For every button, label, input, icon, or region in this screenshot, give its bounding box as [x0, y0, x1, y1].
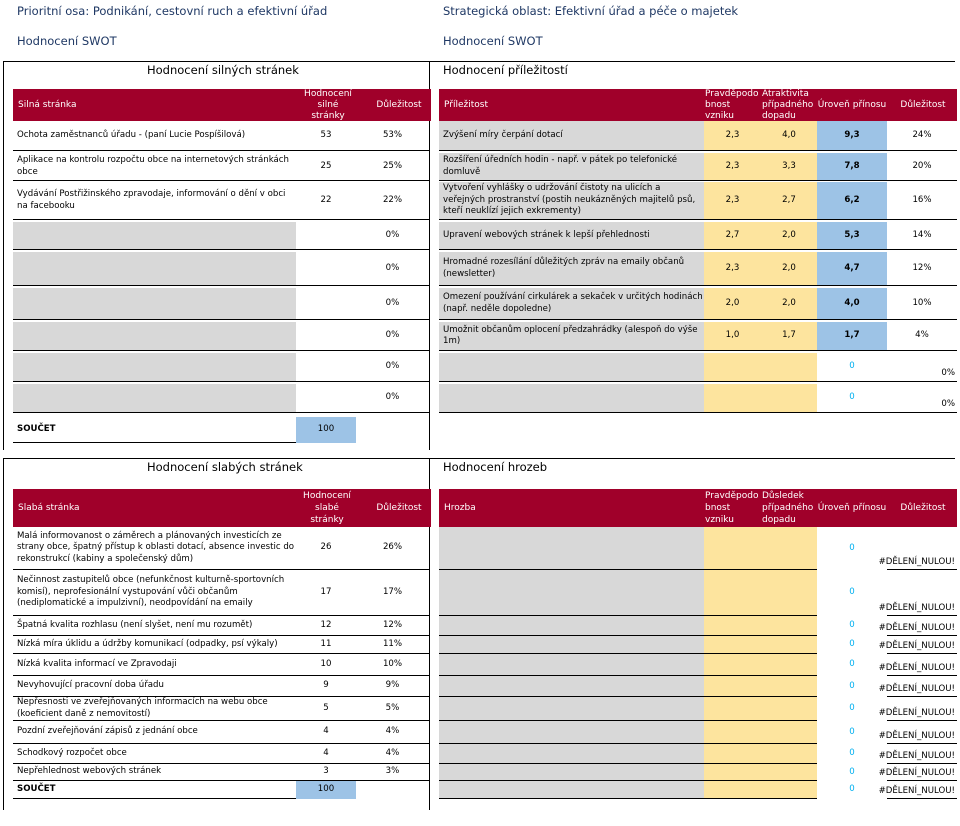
threat-benefit-cell: 0: [849, 766, 855, 777]
opportunity-benefit-cell: 6,2: [817, 182, 887, 220]
threat-benefit-cell: 0: [849, 620, 855, 631]
weakness-text-cell[interactable]: Malá informovanost o záměrech a plánovaných investicích ze strany obce, špatný přístup k oblasti dotací, absence investic do rekonstrukcí (kabiny a společenský dům): [13, 527, 296, 570]
opportunity-attractiveness-cell[interactable]: 2,7: [761, 182, 817, 220]
threat-impact-cell[interactable]: [761, 616, 817, 636]
weakness-importance-cell: 4%: [356, 721, 429, 744]
weaknesses-sum-value: 100: [296, 781, 356, 799]
threat-importance-cell: #DĚLENÍ_NULOU!: [887, 764, 957, 781]
strength-text-cell[interactable]: [13, 252, 296, 286]
threat-text-cell[interactable]: [439, 616, 704, 636]
threat-importance-cell: #DĚLENÍ_NULOU!: [887, 721, 957, 744]
threat-importance-cell: #DĚLENÍ_NULOU!: [887, 636, 957, 654]
threat-text-cell[interactable]: [439, 654, 704, 676]
strength-text-cell[interactable]: Aplikace na kontrolu rozpočtu obce na internetových stránkách obce: [13, 153, 296, 181]
weakness-rating-cell[interactable]: 11: [296, 636, 356, 654]
weakness-importance-cell: 5%: [356, 697, 429, 721]
threat-text-cell[interactable]: [439, 744, 704, 764]
opportunity-importance-cell: 0%: [887, 384, 957, 413]
threat-text-cell[interactable]: [439, 570, 704, 616]
threat-impact-cell[interactable]: [761, 676, 817, 697]
threats-header-item: Hrozba: [444, 503, 476, 513]
threat-probability-cell[interactable]: [704, 764, 761, 781]
threat-importance-cell: #DĚLENÍ_NULOU!: [887, 676, 957, 697]
threat-text-cell[interactable]: [439, 527, 704, 570]
threats-header-impact: Důsledek případného dopadu: [762, 491, 814, 525]
threat-benefit-cell: 0: [849, 726, 855, 737]
weaknesses-section-title: Hodnocení slabých stránek: [147, 460, 303, 474]
opportunities-header-probability: Pravděpodo bnost vzniku: [705, 88, 759, 121]
strength-importance-cell: 22%: [356, 182, 429, 220]
opportunity-importance-cell: 20%: [887, 153, 957, 181]
opportunity-importance-cell: 0%: [887, 353, 957, 382]
strength-importance-cell: 0%: [356, 322, 429, 351]
threat-probability-cell[interactable]: [704, 697, 761, 721]
opportunity-probability-cell[interactable]: [704, 353, 761, 382]
threat-benefit-cell: 0: [849, 748, 855, 759]
opportunity-attractiveness-cell[interactable]: 1,7: [761, 322, 817, 351]
threat-impact-cell[interactable]: [761, 570, 817, 616]
opportunity-probability-cell[interactable]: 2,0: [704, 288, 761, 320]
frame-left-top: [3, 61, 4, 450]
strength-text-cell[interactable]: [13, 222, 296, 250]
opportunity-importance-cell: 10%: [887, 288, 957, 320]
opportunity-probability-cell[interactable]: 2,3: [704, 153, 761, 181]
threat-impact-cell[interactable]: [761, 764, 817, 781]
weakness-text-cell[interactable]: Nízká míra úklidu a údržby komunikací (odpadky, psí výkaly): [13, 636, 296, 654]
strengths-header-rating: Hodnocení silné stránky: [304, 88, 352, 121]
threats-header-benefit: Úroveň přínosu: [817, 503, 887, 513]
weaknesses-header-row: [13, 489, 431, 527]
opportunities-header-row: [439, 89, 957, 121]
strengths-sum-label: SOUČET: [13, 417, 296, 443]
strength-rating-cell[interactable]: 53: [296, 121, 356, 151]
strength-text-cell[interactable]: [13, 288, 296, 320]
opportunities-header-benefit: Úroveň přínosu: [817, 100, 887, 110]
opportunities-header-item: Příležitost: [444, 100, 488, 110]
threats-section-title: Hodnocení hrozeb: [443, 460, 548, 474]
weakness-text-cell[interactable]: Nečinnost zastupitelů obce (nefunkčnost kulturně-sportovních komisí), neprofesionální vystupování vůči občanům (nediplomatické a impulzivní), neodpovídání na emaily: [13, 570, 296, 616]
opportunities-header-attractiveness: Atraktivita případného dopadu: [762, 88, 814, 121]
opportunity-benefit-cell: 9,3: [817, 121, 887, 151]
opportunity-importance-cell: 14%: [887, 222, 957, 250]
threat-impact-cell[interactable]: [761, 744, 817, 764]
strategic-area-title: Strategická oblast: Efektivní úřad a péče o majetek: [443, 4, 739, 18]
opportunity-importance-cell: 24%: [887, 121, 957, 151]
weakness-text-cell[interactable]: Nízká kvalita informací ve Zpravodaji: [13, 654, 296, 676]
opportunities-section-title: Hodnocení příležitostí: [443, 63, 568, 77]
weakness-rating-cell[interactable]: 5: [296, 697, 356, 721]
strength-rating-cell[interactable]: [296, 322, 356, 351]
weakness-text-cell[interactable]: Špatná kvalita rozhlasu (není slyšet, není mu rozumět): [13, 616, 296, 636]
opportunity-probability-cell[interactable]: 2,7: [704, 222, 761, 250]
threat-benefit-cell: 0: [849, 784, 855, 795]
opportunity-attractiveness-cell[interactable]: 2,0: [761, 288, 817, 320]
weaknesses-sum-label: SOUČET: [13, 781, 296, 799]
opportunity-text-cell[interactable]: Vytvoření vyhlášky o udržování čistoty na ulicích a veřejných prostranství (postih neukázněných majitelů psů, kteří neuklízí jejich exkrementy): [439, 182, 704, 220]
opportunity-text-cell[interactable]: Umožnit občanům oplocení předzahrádky (alespoň do výše 1m): [439, 322, 704, 351]
weakness-rating-cell[interactable]: 26: [296, 527, 356, 570]
weakness-importance-cell: 9%: [356, 676, 429, 697]
opportunity-text-cell[interactable]: Hromadné rozesílání důležitých zpráv na emaily občanů (newsletter): [439, 252, 704, 286]
strengths-sum-value: 100: [296, 417, 356, 443]
weakness-rating-cell[interactable]: 12: [296, 616, 356, 636]
threats-header-row: [439, 489, 957, 527]
threat-benefit-cell: 0: [849, 680, 855, 691]
weakness-rating-cell[interactable]: 4: [296, 721, 356, 744]
threat-text-cell[interactable]: [439, 636, 704, 654]
swot-title-right: Hodnocení SWOT: [443, 34, 543, 48]
weakness-text-cell[interactable]: Nepřesnosti ve zveřejňovaných informacích na webu obce (koeficient daně z nemovitostí): [13, 697, 296, 721]
threats-header-importance: Důležitost: [900, 503, 946, 513]
opportunity-benefit-cell: 1,7: [817, 322, 887, 351]
opportunity-benefit-cell: 0: [817, 384, 887, 413]
strength-rating-cell[interactable]: [296, 384, 356, 413]
threat-benefit-cell: 0: [849, 659, 855, 670]
threat-impact-cell[interactable]: [761, 781, 817, 799]
threat-impact-cell[interactable]: [761, 654, 817, 676]
threats-header-probability: Pravděpodo bnost vzniku: [705, 491, 759, 525]
threat-text-cell[interactable]: [439, 676, 704, 697]
strength-rating-cell[interactable]: [296, 288, 356, 320]
threat-benefit-cell: 0: [849, 587, 855, 598]
strength-text-cell[interactable]: [13, 353, 296, 382]
strength-importance-cell: 0%: [356, 222, 429, 250]
threat-text-cell[interactable]: [439, 721, 704, 744]
strength-rating-cell[interactable]: 25: [296, 153, 356, 181]
strengths-header-item: Silná stránka: [18, 100, 77, 110]
opportunity-probability-cell[interactable]: 1,0: [704, 322, 761, 351]
opportunity-benefit-cell: 5,3: [817, 222, 887, 250]
threat-importance-cell: #DĚLENÍ_NULOU!: [887, 781, 957, 799]
threat-importance-cell: #DĚLENÍ_NULOU!: [887, 616, 957, 636]
threat-importance-cell: #DĚLENÍ_NULOU!: [887, 570, 957, 616]
weaknesses-header-rating: Hodnocení slabé stránky: [303, 491, 351, 525]
frame-left-bottom: [3, 458, 4, 810]
weakness-importance-cell: 4%: [356, 744, 429, 764]
threat-probability-cell[interactable]: [704, 781, 761, 799]
threat-benefit-cell: 0: [849, 703, 855, 714]
threat-importance-cell: #DĚLENÍ_NULOU!: [887, 697, 957, 721]
weakness-importance-cell: 17%: [356, 570, 429, 616]
opportunity-text-cell[interactable]: [439, 384, 704, 413]
opportunity-probability-cell[interactable]: [704, 384, 761, 413]
opportunity-benefit-cell: 0: [817, 353, 887, 382]
threat-probability-cell[interactable]: [704, 636, 761, 654]
strength-rating-cell[interactable]: [296, 222, 356, 250]
weakness-importance-cell: 26%: [356, 527, 429, 570]
threat-probability-cell[interactable]: [704, 616, 761, 636]
strength-text-cell[interactable]: Ochota zaměstnanců úřadu - (paní Lucie Pospíšilová): [13, 121, 296, 151]
opportunity-attractiveness-cell[interactable]: 2,0: [761, 252, 817, 286]
opportunity-benefit-cell: 7,8: [817, 153, 887, 181]
threat-probability-cell[interactable]: [704, 744, 761, 764]
threat-text-cell[interactable]: [439, 764, 704, 781]
threat-probability-cell[interactable]: [704, 654, 761, 676]
opportunity-attractiveness-cell[interactable]: 2,0: [761, 222, 817, 250]
opportunity-attractiveness-cell[interactable]: 3,3: [761, 153, 817, 181]
strength-importance-cell: 0%: [356, 353, 429, 382]
priority-axis-title: Prioritní osa: Podnikání, cestovní ruch a efektivní úřad: [17, 4, 328, 18]
opportunity-importance-cell: 16%: [887, 182, 957, 220]
weaknesses-header-importance: Důležitost: [376, 503, 422, 513]
strength-rating-cell[interactable]: [296, 252, 356, 286]
opportunity-attractiveness-cell[interactable]: [761, 384, 817, 413]
weakness-text-cell[interactable]: Schodkový rozpočet obce: [13, 744, 296, 764]
threat-text-cell[interactable]: [439, 781, 704, 799]
opportunity-probability-cell[interactable]: 2,3: [704, 121, 761, 151]
opportunity-text-cell[interactable]: Rozšíření úředních hodin - např. v pátek po telefonické domluvě: [439, 153, 704, 181]
opportunity-text-cell[interactable]: Omezení používání cirkulárek a sekaček v určitých hodinách (např. neděle dopoledne): [439, 288, 704, 320]
opportunity-probability-cell[interactable]: 2,3: [704, 252, 761, 286]
weakness-rating-cell[interactable]: 10: [296, 654, 356, 676]
weakness-rating-cell[interactable]: 9: [296, 676, 356, 697]
weakness-text-cell[interactable]: Pozdní zveřejňování zápisů z jednání obce: [13, 721, 296, 744]
opportunities-header-importance: Důležitost: [900, 100, 946, 110]
section-divider-middle: [3, 458, 955, 459]
threat-impact-cell[interactable]: [761, 636, 817, 654]
threat-probability-cell[interactable]: [704, 676, 761, 697]
section-divider-top: [3, 61, 955, 62]
opportunity-text-cell[interactable]: [439, 353, 704, 382]
opportunity-benefit-cell: 4,7: [817, 252, 887, 286]
weakness-importance-cell: 12%: [356, 616, 429, 636]
weakness-text-cell[interactable]: Nevyhovující pracovní doba úřadu: [13, 676, 296, 697]
threat-importance-cell: #DĚLENÍ_NULOU!: [887, 654, 957, 676]
threat-importance-cell: #DĚLENÍ_NULOU!: [887, 527, 957, 570]
strength-rating-cell[interactable]: 22: [296, 182, 356, 220]
strength-importance-cell: 25%: [356, 153, 429, 181]
opportunity-attractiveness-cell[interactable]: [761, 353, 817, 382]
opportunity-importance-cell: 12%: [887, 252, 957, 286]
strength-text-cell[interactable]: Vydávání Postřižinského zpravodaje, informování o dění v obci na facebooku: [13, 182, 296, 220]
opportunity-importance-cell: 4%: [887, 322, 957, 351]
weakness-importance-cell: 11%: [356, 636, 429, 654]
threat-text-cell[interactable]: [439, 697, 704, 721]
weakness-text-cell[interactable]: Nepřehlednost webových stránek: [13, 764, 296, 781]
strength-text-cell[interactable]: [13, 384, 296, 413]
strength-importance-cell: 53%: [356, 121, 429, 151]
opportunity-text-cell[interactable]: Zvýšení míry čerpání dotací: [439, 121, 704, 151]
weakness-rating-cell[interactable]: 17: [296, 570, 356, 616]
weakness-importance-cell: 10%: [356, 654, 429, 676]
opportunity-benefit-cell: 4,0: [817, 288, 887, 320]
strength-importance-cell: 0%: [356, 288, 429, 320]
opportunity-probability-cell[interactable]: 2,3: [704, 182, 761, 220]
threat-impact-cell[interactable]: [761, 697, 817, 721]
threat-importance-cell: #DĚLENÍ_NULOU!: [887, 744, 957, 764]
threat-impact-cell[interactable]: [761, 721, 817, 744]
threat-probability-cell[interactable]: [704, 721, 761, 744]
weakness-rating-cell[interactable]: 4: [296, 744, 356, 764]
opportunity-text-cell[interactable]: Upravení webových stránek k lepší přehlednosti: [439, 222, 704, 250]
threat-probability-cell[interactable]: [704, 570, 761, 616]
threat-impact-cell[interactable]: [761, 527, 817, 570]
opportunity-attractiveness-cell[interactable]: 4,0: [761, 121, 817, 151]
strengths-section-title: Hodnocení silných stránek: [147, 63, 299, 77]
strength-text-cell[interactable]: [13, 322, 296, 351]
strength-importance-cell: 0%: [356, 252, 429, 286]
threat-probability-cell[interactable]: [704, 527, 761, 570]
weakness-rating-cell[interactable]: 3: [296, 764, 356, 781]
strength-rating-cell[interactable]: [296, 353, 356, 382]
weaknesses-header-item: Slabá stránka: [18, 503, 80, 513]
strength-importance-cell: 0%: [356, 384, 429, 413]
weakness-importance-cell: 3%: [356, 764, 429, 781]
strengths-header-importance: Důležitost: [376, 100, 422, 110]
swot-title-left: Hodnocení SWOT: [17, 34, 117, 48]
threat-benefit-cell: 0: [849, 542, 855, 553]
strengths-header-row: [13, 89, 431, 121]
threat-benefit-cell: 0: [849, 639, 855, 650]
